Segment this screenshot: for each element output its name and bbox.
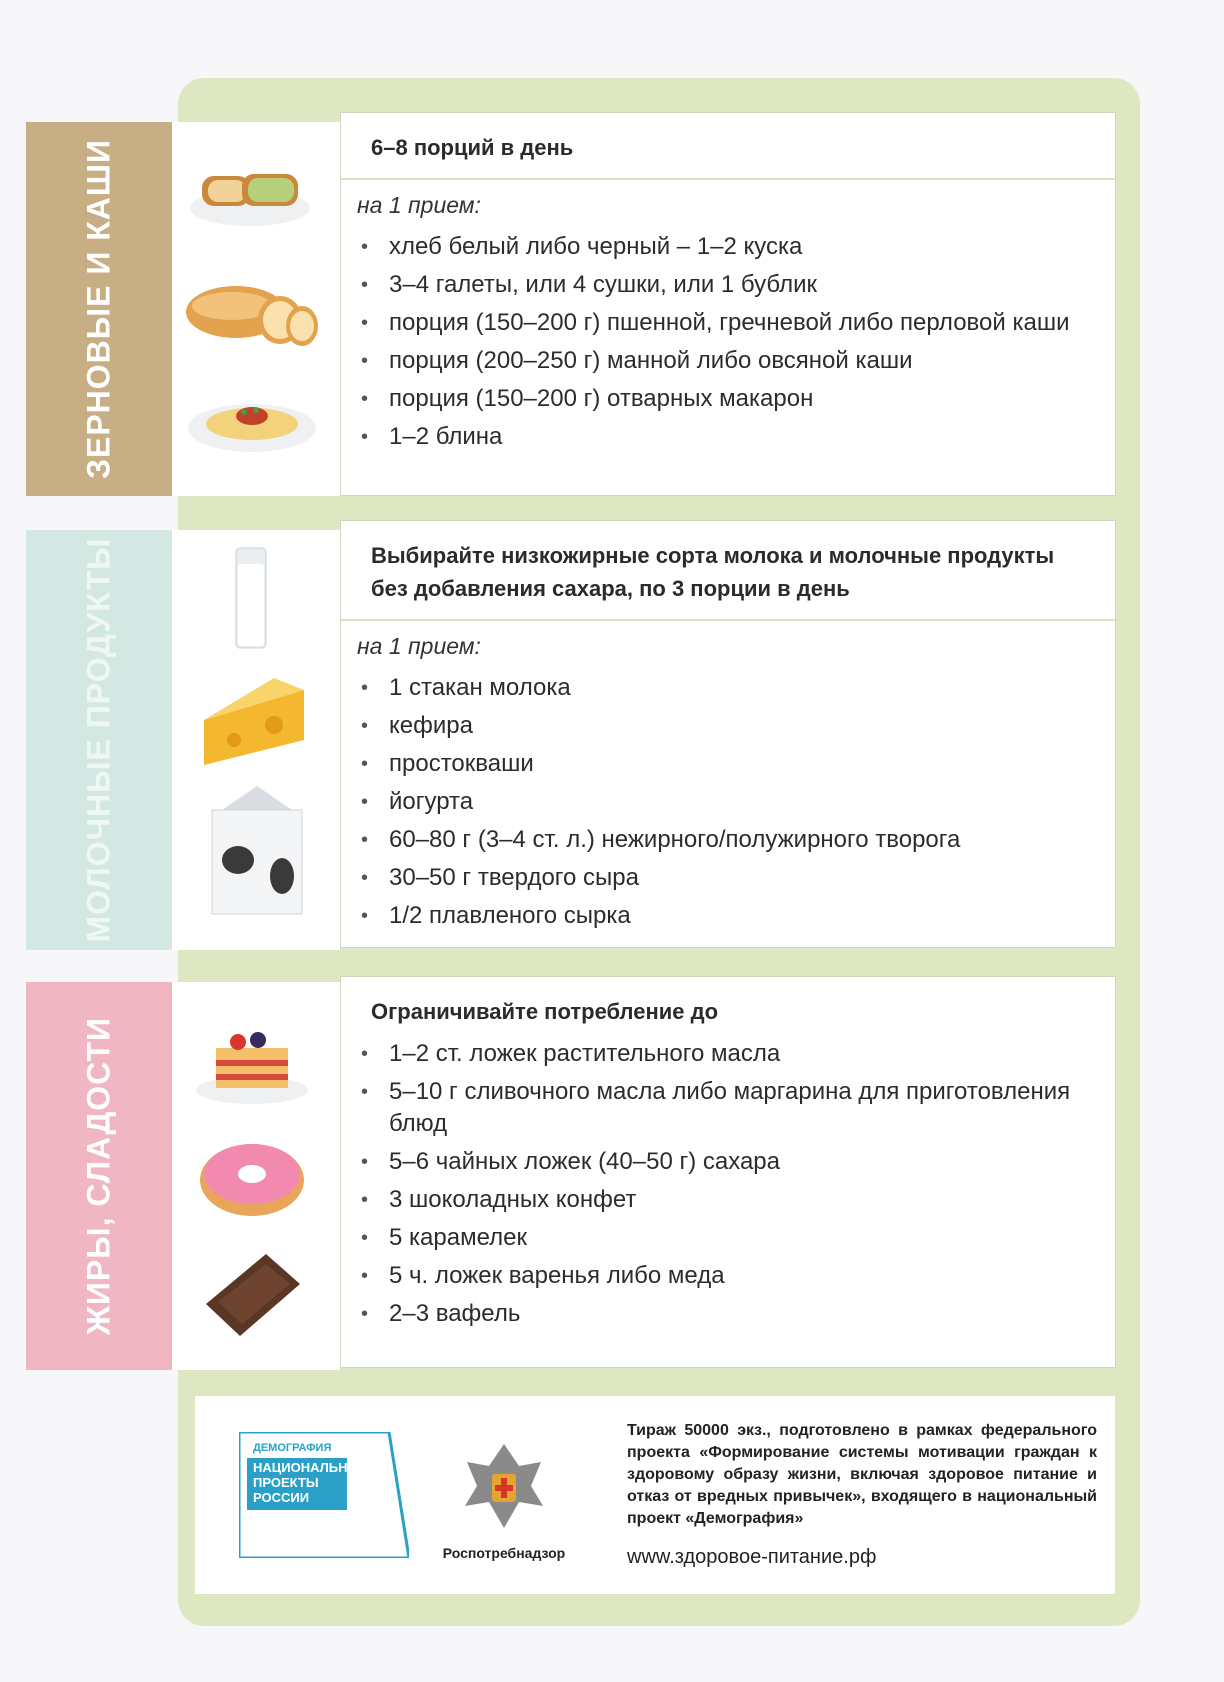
rospotrebnadzor-name: Роспотребнадзор [442, 1545, 566, 1561]
card-grains-list [341, 231, 1115, 453]
card-dairy-heading: Выбирайте низкожирные сорта молока и молочные продукты без добавления сахара, по 3 порции в день [341, 521, 1115, 621]
card-fats-sweets [340, 976, 1116, 1368]
list-item: • 5–10 г сливочного масла либо маргарина для приготовления блюд [357, 1076, 1105, 1140]
image-column-grains [172, 122, 340, 496]
milk-carton-icon [202, 780, 312, 920]
footer-url[interactable]: www.здоровое-питание.рф [627, 1546, 877, 1568]
list-item: • кефира [357, 710, 1105, 742]
np-logo-small-text: ДЕМОГРАФИЯ [253, 1442, 332, 1454]
toast-icon [186, 158, 314, 228]
list-item: • порция (150–200 г) пшенной, гречневой либо перловой каши [357, 307, 1105, 339]
list-item: • 3–4 галеты, или 4 сушки, или 1 бублик [357, 269, 1105, 301]
list-item: • 1–2 ст. ложек растительного масла [357, 1038, 1105, 1070]
list-item: • 30–50 г твердого сыра [357, 862, 1105, 894]
rospotrebnadzor-logo [439, 1436, 569, 1561]
card-grains-heading: 6–8 порций в день [341, 113, 1115, 180]
footer [195, 1396, 1115, 1594]
bread-loaf-icon [184, 272, 320, 352]
milk-glass-icon [226, 544, 276, 654]
band-fats-sweets [26, 982, 172, 1370]
card-dairy-sub: на 1 прием: [357, 633, 481, 659]
list-item: • 5 карамелек [357, 1222, 1105, 1254]
list-item: • 5–6 чайных ложек (40–50 г) сахара [357, 1146, 1105, 1178]
list-item: • 5 ч. ложек варенья либо меда [357, 1260, 1105, 1292]
image-column-sweets [172, 982, 340, 1370]
band-fats-sweets-label: ЖИРЫ, СЛАДОСТИ [80, 1017, 117, 1335]
footer-text: Тираж 50000 экз., подготовлено в рамках федерального проекта «Формирование системы мотивации граждан к здоровому образу жизни, включая здоровое питание и отказ от вредных привычек», входящего в национальный проект «Демография» [627, 1422, 1097, 1527]
card-dairy-list [341, 672, 1115, 932]
list-item: • йогурта [357, 786, 1105, 818]
list-item: • простокваши [357, 748, 1105, 780]
list-item: • порция (150–200 г) отварных макарон [357, 383, 1105, 415]
band-dairy [26, 530, 172, 950]
band-grains-label: ЗЕРНОВЫЕ И КАШИ [80, 138, 117, 480]
eagle-emblem-icon [459, 1436, 549, 1536]
list-item: • хлеб белый либо черный – 1–2 куска [357, 231, 1105, 263]
np-logo-big-text: НАЦИОНАЛЬНЫЕ ПРОЕКТЫ РОССИИ [253, 1460, 369, 1505]
card-dairy [340, 520, 1116, 948]
donut-icon [192, 1128, 312, 1224]
spaghetti-icon [184, 382, 320, 462]
cheese-icon [194, 670, 314, 770]
band-dairy-label: МОЛОЧНЫЕ ПРОДУКТЫ [80, 537, 117, 943]
card-grains-sub: на 1 прием: [357, 192, 481, 218]
list-item: • 1–2 блина [357, 421, 1105, 453]
list-item: • 1 стакан молока [357, 672, 1105, 704]
card-fats-sweets-list [341, 1038, 1115, 1330]
list-item: • 60–80 г (3–4 ст. л.) нежирного/полужирного творога [357, 824, 1105, 856]
list-item: • 3 шоколадных конфет [357, 1184, 1105, 1216]
cake-slice-icon [192, 1018, 312, 1108]
list-item: • порция (200–250 г) манной либо овсяной каши [357, 345, 1105, 377]
list-item: • 1/2 плавленого сырка [357, 900, 1105, 932]
image-column-dairy [172, 530, 340, 950]
list-item: • 2–3 вафель [357, 1298, 1105, 1330]
card-grains [340, 112, 1116, 496]
card-fats-sweets-heading: Ограничивайте потребление до [371, 999, 719, 1024]
band-grains [26, 122, 172, 496]
chocolate-bar-icon [196, 1244, 306, 1344]
